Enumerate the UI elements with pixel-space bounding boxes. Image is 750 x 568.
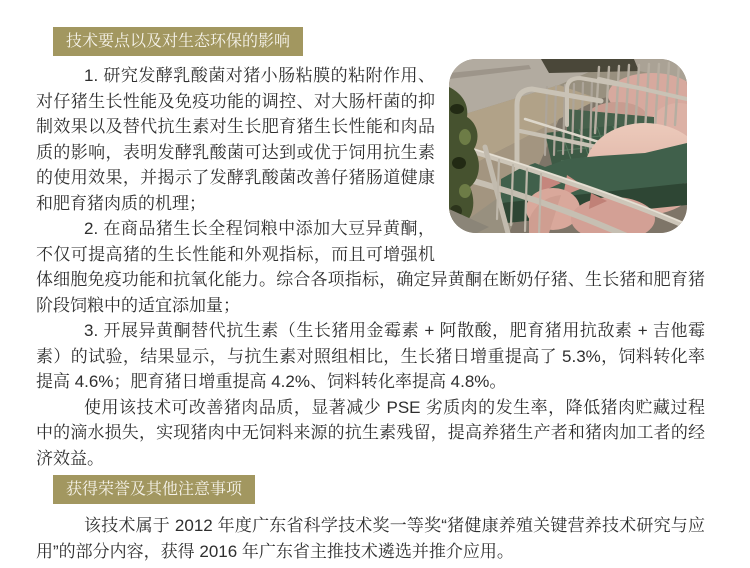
tech-paragraph-3: 3. 开展异黄酮替代抗生素（生长猪用金霉素 + 阿散酸，肥育猪用抗敌素 + 吉他霉素）的试验，结果显示，与抗生素对照组相比，生长猪日增重提高了 5.3%，饲料转化率提高 4.6%；肥育猪日增重提高 4.2%、饲料转化率提高 4.8%。 — [36, 321, 705, 391]
section-honors — [0, 471, 750, 564]
tech-paragraph-2: 2. 在商品猪生长全程饲粮中添加大豆异黄酮，不仅可提高猪的生长性能和外观指标，而且可增强机体细胞免疫功能和抗氧化能力。综合各项指标，确定异黄酮在断奶仔猪、生长猪和肥育猪阶段饲粮中的适宜添加量； — [36, 219, 705, 315]
section-heading-tech: 技术要点以及对生态环保的影响 — [53, 27, 303, 56]
tech-paragraph-4: 使用该技术可改善猪肉品质，显著减少 PSE 劣质肉的发生率，降低猪肉贮藏过程中的滴水损失，实现猪肉中无饲料来源的抗生素残留，提高养猪生产者和猪肉加工者的经济效益。 — [36, 397, 705, 468]
pigs-photo — [449, 59, 687, 233]
section-tech-body — [36, 63, 705, 471]
section-heading-honors: 获得荣誉及其他注意事项 — [53, 475, 255, 504]
honors-paragraph-1: 该技术属于 2012 年度广东省科学技术奖一等奖“猪健康养殖关键营养技术研究与应用”的部分内容，获得 2016 年广东省主推技术遴选并推介应用。 — [36, 516, 705, 561]
tech-paragraph-1: 1. 研究发酵乳酸菌对猪小肠粘膜的粘附作用、对仔猪生长性能及免疫功能的调控、对大肠杆菌的抑制效果以及替代抗生素对生长肥育猪生长性能和肉品质的影响，表明发酵乳酸菌可达到或优于饲用抗生素的使用效果，并揭示了发酵乳酸菌改善仔猪肠道健康和肥育猪肉质的机理； — [36, 66, 435, 213]
section-honors-body — [36, 513, 705, 564]
pigs-photo-illustration — [449, 59, 687, 233]
